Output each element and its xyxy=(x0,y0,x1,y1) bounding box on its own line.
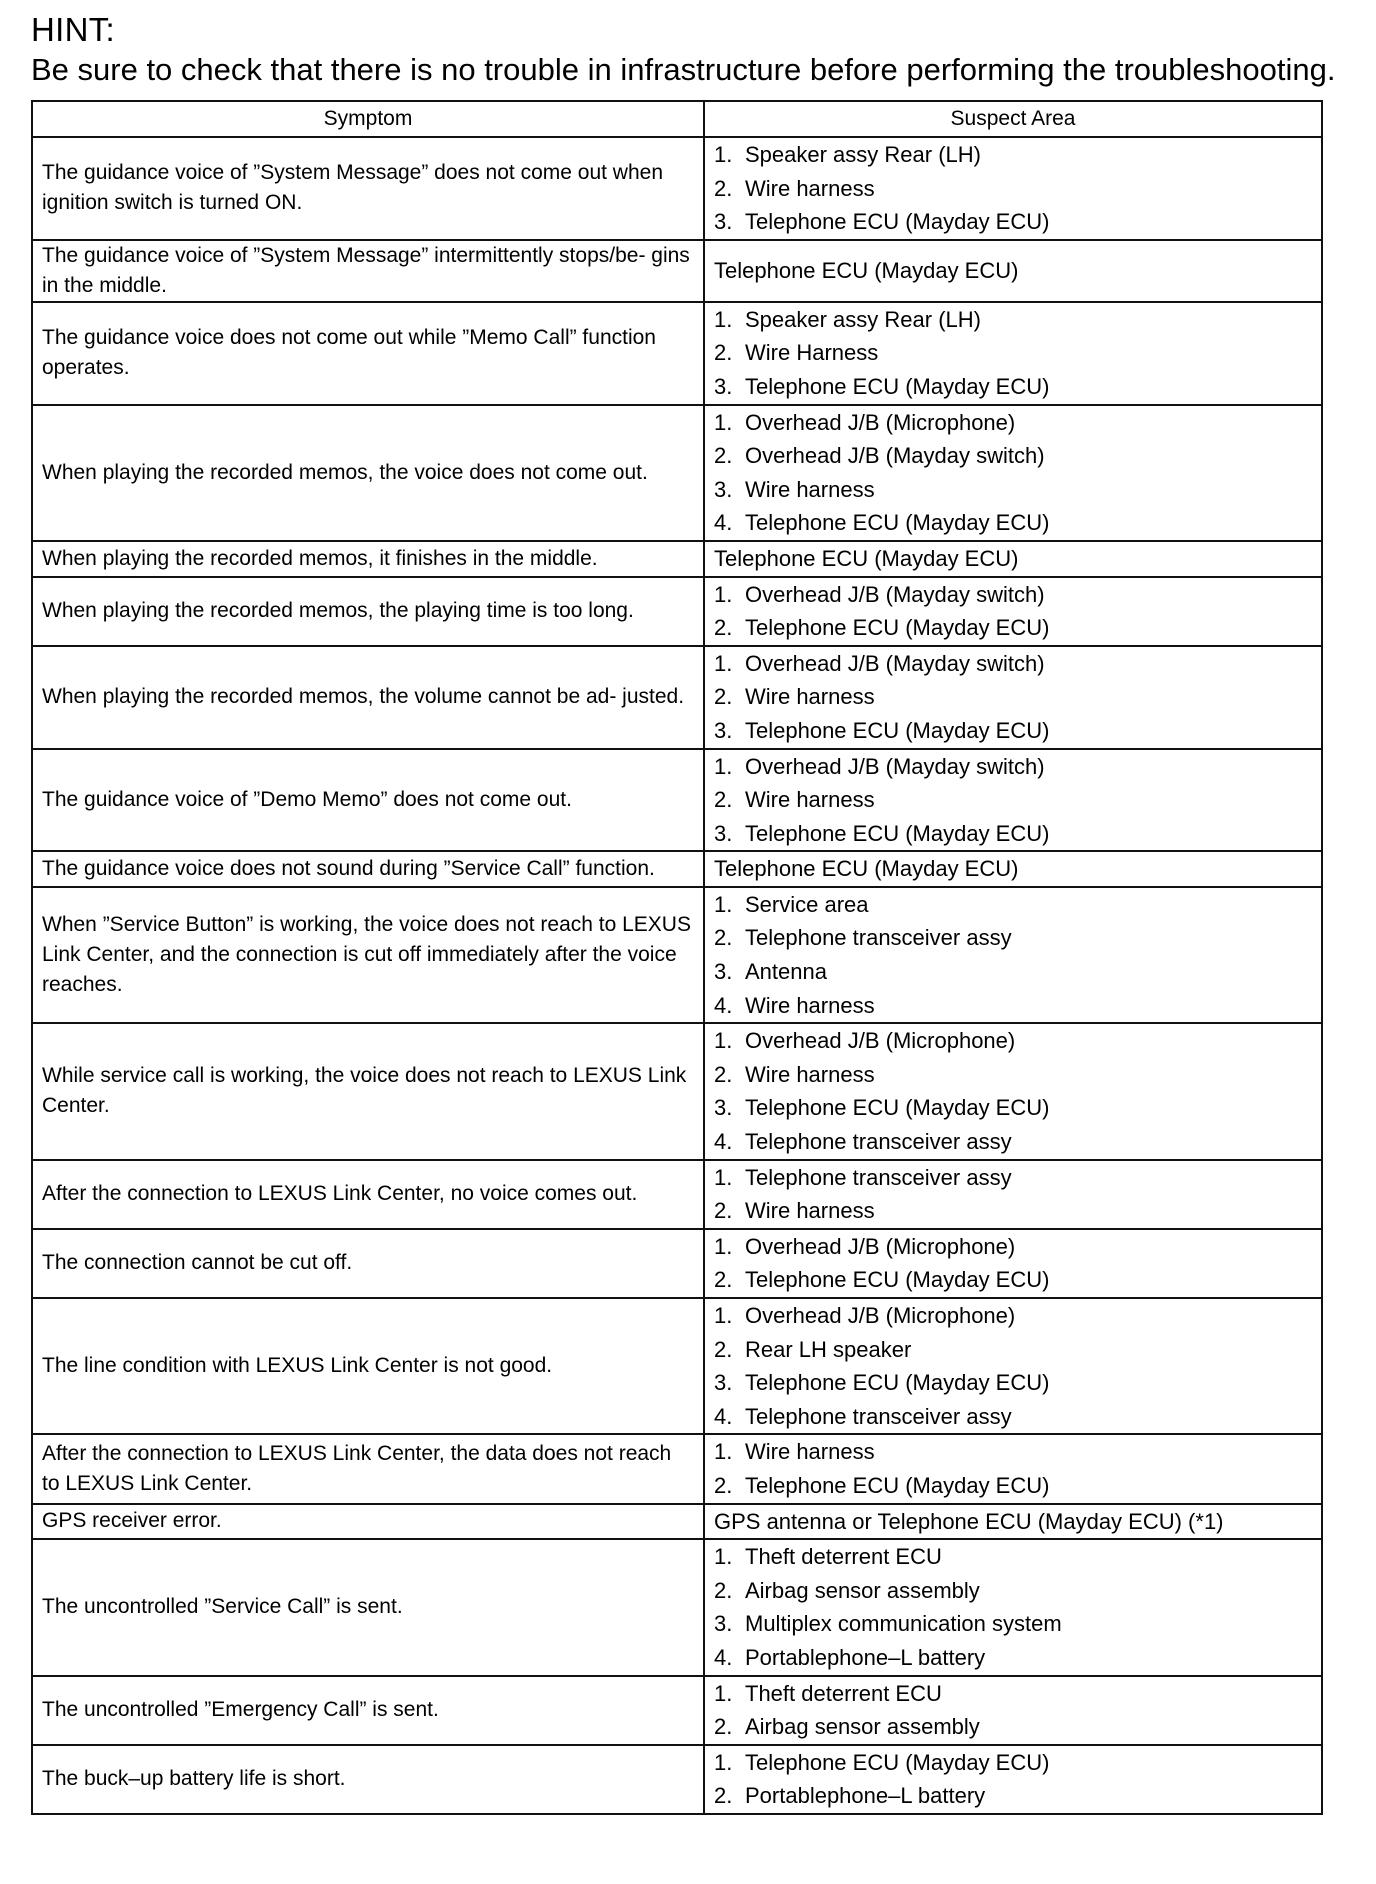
suspect-list-item xyxy=(714,1779,1315,1813)
suspect-list-item xyxy=(714,439,1315,473)
suspect-list-item xyxy=(714,817,1315,851)
suspect-list xyxy=(714,578,1315,645)
suspect-list xyxy=(714,1024,1315,1158)
list-item-number: 4. xyxy=(714,992,733,1018)
suspect-area-cell xyxy=(704,1229,1322,1298)
list-item-number: 1. xyxy=(714,306,733,332)
table-row xyxy=(32,302,1322,405)
list-item-number: 2. xyxy=(714,1336,733,1362)
suspect-item-text: Overhead J/B (Mayday switch) xyxy=(745,753,1045,779)
suspect-list-item xyxy=(714,1746,1315,1780)
suspect-list-item xyxy=(714,1263,1315,1297)
suspect-list-item xyxy=(714,1058,1315,1092)
symptom-cell: The uncontrolled ”Emergency Call” is sent. xyxy=(32,1676,704,1745)
list-item-number: 2. xyxy=(714,1714,733,1740)
suspect-list-item xyxy=(714,1710,1315,1744)
suspect-item-text: Service area xyxy=(745,891,869,917)
suspect-list-item xyxy=(714,138,1315,172)
suspect-list-item xyxy=(714,714,1315,748)
suspect-item-text: Telephone transceiver assy xyxy=(745,925,1012,951)
suspect-list-item xyxy=(714,611,1315,645)
suspect-item-text: Wire harness xyxy=(745,1439,875,1465)
suspect-item-text: Telephone ECU (Mayday ECU) xyxy=(745,1749,1050,1775)
suspect-item-text: Overhead J/B (Mayday switch) xyxy=(745,443,1045,469)
suspect-area-cell xyxy=(704,1298,1322,1434)
suspect-item-text: Telephone ECU (Mayday ECU) xyxy=(745,615,1050,641)
symptom-cell: When playing the recorded memos, the volume cannot be ad- justed. xyxy=(32,646,704,749)
suspect-list-item xyxy=(714,1540,1315,1574)
suspect-list xyxy=(714,1540,1315,1674)
table-row xyxy=(32,240,1322,302)
suspect-list xyxy=(714,1299,1315,1433)
list-item-number: 2. xyxy=(714,1198,733,1224)
suspect-item-text: Portablephone–L battery xyxy=(745,1644,986,1670)
suspect-item-text: Telephone transceiver assy xyxy=(745,1129,1012,1155)
list-item-number: 3. xyxy=(714,476,733,502)
suspect-item-text: Telephone transceiver assy xyxy=(745,1164,1012,1190)
list-item-number: 2. xyxy=(714,684,733,710)
symptom-cell: When ”Service Button” is working, the voice does not reach to LEXUS Link Center, and the connection is cut off immediately after the voice reaches. xyxy=(32,887,704,1023)
symptom-cell: The guidance voice of ”System Message” does not come out when ignition switch is turned ON. xyxy=(32,137,704,240)
suspect-list-item xyxy=(714,578,1315,612)
suspect-item-text: Overhead J/B (Mayday switch) xyxy=(745,650,1045,676)
table-row xyxy=(32,137,1322,240)
list-item-number: 1. xyxy=(714,650,733,676)
symptom-cell: The guidance voice does not come out while ”Memo Call” function operates. xyxy=(32,302,704,405)
list-item-number: 1. xyxy=(714,753,733,779)
table-row xyxy=(32,1676,1322,1745)
suspect-item-text: Telephone ECU (Mayday ECU) xyxy=(745,717,1050,743)
symptom-cell: The line condition with LEXUS Link Center is not good. xyxy=(32,1298,704,1434)
list-item-number: 3. xyxy=(714,209,733,235)
suspect-list xyxy=(714,647,1315,748)
symptom-cell: The guidance voice of ”Demo Memo” does not come out. xyxy=(32,749,704,852)
list-item-number: 1. xyxy=(714,1439,733,1465)
symptom-cell: The guidance voice does not sound during ”Service Call” function. xyxy=(32,851,704,887)
suspect-item-text: Telephone ECU (Mayday ECU) xyxy=(745,510,1050,536)
table-body xyxy=(32,137,1322,1814)
table-row xyxy=(32,887,1322,1023)
suspect-item-text: Telephone ECU (Mayday ECU) xyxy=(745,1472,1050,1498)
list-item-number: 1. xyxy=(714,1303,733,1328)
suspect-area-cell xyxy=(704,1504,1322,1540)
table-row xyxy=(32,1504,1322,1540)
suspect-area-cell xyxy=(704,851,1322,887)
suspect-item-text: Speaker assy Rear (LH) xyxy=(745,306,981,332)
suspect-list-item xyxy=(714,1230,1315,1264)
list-item-number: 1. xyxy=(714,1028,733,1054)
table-row xyxy=(32,1434,1322,1503)
suspect-list-item xyxy=(714,783,1315,817)
suspect-area-cell xyxy=(704,1023,1322,1159)
table-row xyxy=(32,405,1322,541)
list-item-number: 2. xyxy=(714,925,733,951)
suspect-list-item xyxy=(714,1091,1315,1125)
suspect-item-text: Overhead J/B (Microphone) xyxy=(745,1233,1016,1259)
hint-text: Be sure to check that there is no trouble in infrastructure before performing the troubleshooting. xyxy=(31,52,1336,87)
suspect-list-item xyxy=(714,1194,1315,1228)
symptom-cell: When playing the recorded memos, the voice does not come out. xyxy=(32,405,704,541)
suspect-item-text: GPS antenna or Telephone ECU (Mayday ECU) (*1) xyxy=(714,1508,1224,1534)
symptom-cell: When playing the recorded memos, the playing time is too long. xyxy=(32,577,704,646)
table-row xyxy=(32,1023,1322,1159)
suspect-item-text: Wire harness xyxy=(745,175,875,201)
suspect-list-item xyxy=(714,680,1315,714)
suspect-list xyxy=(714,1677,1315,1744)
suspect-area-cell xyxy=(704,1160,1322,1229)
suspect-list-item xyxy=(714,370,1315,404)
suspect-list xyxy=(714,1230,1315,1297)
list-item-number: 2. xyxy=(714,787,733,813)
suspect-item-text: Wire Harness xyxy=(745,340,879,366)
list-item-number: 3. xyxy=(714,820,733,846)
table-row xyxy=(32,1160,1322,1229)
list-item-number: 1. xyxy=(714,142,733,167)
suspect-list-item xyxy=(714,1024,1315,1058)
symptom-cell: After the connection to LEXUS Link Center, no voice comes out. xyxy=(32,1160,704,1229)
list-item-number: 3. xyxy=(714,959,733,985)
suspect-list-item xyxy=(714,750,1315,784)
suspect-item-text: Theft deterrent ECU xyxy=(745,1680,942,1706)
table-row xyxy=(32,1745,1322,1814)
table-row xyxy=(32,577,1322,646)
table-row xyxy=(32,749,1322,852)
suspect-list xyxy=(714,303,1315,404)
suspect-area-cell xyxy=(704,1745,1322,1814)
list-item-number: 3. xyxy=(714,373,733,399)
suspect-list-item xyxy=(714,1161,1315,1195)
suspect-list-item xyxy=(714,1469,1315,1503)
symptom-cell: After the connection to LEXUS Link Center, the data does not reach to LEXUS Link Center. xyxy=(32,1434,704,1503)
suspect-list-item xyxy=(714,506,1315,540)
list-item-number: 4. xyxy=(714,1403,733,1429)
suspect-item-text: Airbag sensor assembly xyxy=(745,1577,980,1603)
suspect-list-item xyxy=(714,1677,1315,1711)
suspect-area-cell xyxy=(704,1539,1322,1675)
suspect-item-text: Speaker assy Rear (LH) xyxy=(745,142,981,167)
suspect-item-text: Overhead J/B (Microphone) xyxy=(745,1028,1016,1054)
suspect-list xyxy=(714,1746,1315,1813)
suspect-area-cell xyxy=(704,405,1322,541)
suspect-list-item xyxy=(714,1400,1315,1434)
suspect-item-text: Airbag sensor assembly xyxy=(745,1714,980,1740)
list-item-number: 4. xyxy=(714,1129,733,1155)
suspect-list-item xyxy=(714,1299,1315,1333)
suspect-item-text: Wire harness xyxy=(745,684,875,710)
list-item-number: 2. xyxy=(714,615,733,641)
suspect-area-cell xyxy=(704,887,1322,1023)
list-item-number: 3. xyxy=(714,1095,733,1121)
list-item-number: 1. xyxy=(714,1680,733,1706)
column-header-symptom: Symptom xyxy=(32,101,704,137)
table-header-row xyxy=(32,101,1322,137)
symptom-cell: The buck–up battery life is short. xyxy=(32,1745,704,1814)
suspect-item-text: Telephone ECU (Mayday ECU) xyxy=(745,820,1050,846)
table-row xyxy=(32,851,1322,887)
suspect-list-item xyxy=(714,172,1315,206)
suspect-item-text: Overhead J/B (Mayday switch) xyxy=(745,581,1045,607)
suspect-area-cell xyxy=(704,541,1322,577)
list-item-number: 1. xyxy=(714,581,733,607)
troubleshooting-table xyxy=(31,100,1323,1815)
suspect-item-text: Telephone ECU (Mayday ECU) xyxy=(745,209,1050,235)
suspect-list-item xyxy=(714,1125,1315,1159)
list-item-number: 1. xyxy=(714,1164,733,1190)
list-item-number: 1. xyxy=(714,1544,733,1570)
suspect-list xyxy=(714,888,1315,1022)
suspect-list xyxy=(714,1161,1315,1228)
suspect-item-text: Multiplex communication system xyxy=(745,1611,1062,1637)
suspect-area-cell xyxy=(704,749,1322,852)
suspect-item-text: Telephone ECU (Mayday ECU) xyxy=(745,1267,1050,1293)
list-item-number: 1. xyxy=(714,409,733,435)
suspect-list-item xyxy=(714,406,1315,440)
suspect-list-item xyxy=(714,989,1315,1023)
table-row xyxy=(32,646,1322,749)
suspect-item-text: Wire harness xyxy=(745,476,875,502)
suspect-item-text: Overhead J/B (Microphone) xyxy=(745,409,1016,435)
table-row xyxy=(32,1229,1322,1298)
list-item-number: 2. xyxy=(714,1267,733,1293)
suspect-list-item xyxy=(714,473,1315,507)
suspect-item-text: Telephone transceiver assy xyxy=(745,1403,1012,1429)
list-item-number: 2. xyxy=(714,1061,733,1087)
suspect-item-text: Portablephone–L battery xyxy=(745,1783,986,1809)
suspect-item-text: Telephone ECU (Mayday ECU) xyxy=(714,545,1019,571)
list-item-number: 2. xyxy=(714,175,733,201)
suspect-list xyxy=(714,1435,1315,1502)
list-item-number: 4. xyxy=(714,1644,733,1670)
list-item-number: 1. xyxy=(714,891,733,917)
suspect-item-text: Antenna xyxy=(745,959,827,985)
suspect-area-cell xyxy=(704,646,1322,749)
suspect-area-cell xyxy=(704,240,1322,302)
suspect-item-text: Wire harness xyxy=(745,992,875,1018)
table-row xyxy=(32,1298,1322,1434)
symptom-cell: The connection cannot be cut off. xyxy=(32,1229,704,1298)
suspect-list-item xyxy=(714,955,1315,989)
suspect-list-item xyxy=(714,1333,1315,1367)
suspect-list-item xyxy=(714,888,1315,922)
suspect-list-item xyxy=(714,647,1315,681)
suspect-list xyxy=(714,406,1315,540)
suspect-list-item xyxy=(714,1607,1315,1641)
list-item-number: 2. xyxy=(714,1783,733,1809)
list-item-number: 2. xyxy=(714,1577,733,1603)
suspect-item-text: Telephone ECU (Mayday ECU) xyxy=(745,1370,1050,1396)
column-header-suspect-area: Suspect Area xyxy=(704,101,1322,137)
list-item-number: 1. xyxy=(714,1749,733,1775)
suspect-list-item xyxy=(714,1435,1315,1469)
suspect-item-text: Wire harness xyxy=(745,1061,875,1087)
suspect-item-text: Theft deterrent ECU xyxy=(745,1544,942,1570)
symptom-cell: GPS receiver error. xyxy=(32,1504,704,1540)
suspect-area-cell xyxy=(704,577,1322,646)
suspect-list xyxy=(714,750,1315,851)
suspect-list-item xyxy=(714,921,1315,955)
suspect-item-text: Wire harness xyxy=(745,787,875,813)
hint-title: HINT: xyxy=(31,11,115,48)
suspect-area-cell xyxy=(704,1434,1322,1503)
list-item-number: 3. xyxy=(714,1370,733,1396)
suspect-item-text: Telephone ECU (Mayday ECU) xyxy=(714,856,1019,882)
suspect-item-text: Wire harness xyxy=(745,1198,875,1224)
suspect-item-text: Overhead J/B (Microphone) xyxy=(745,1303,1016,1328)
list-item-number: 4. xyxy=(714,510,733,536)
suspect-item-text: Telephone ECU (Mayday ECU) xyxy=(745,373,1050,399)
suspect-area-cell xyxy=(704,1676,1322,1745)
suspect-list-item xyxy=(714,1366,1315,1400)
symptom-cell: The guidance voice of ”System Message” intermittently stops/be- gins in the middle. xyxy=(32,240,704,302)
suspect-list-item xyxy=(714,336,1315,370)
suspect-item-text: Telephone ECU (Mayday ECU) xyxy=(745,1095,1050,1121)
list-item-number: 2. xyxy=(714,340,733,366)
suspect-area-cell xyxy=(704,137,1322,240)
suspect-list-item xyxy=(714,303,1315,337)
list-item-number: 3. xyxy=(714,717,733,743)
suspect-list-item xyxy=(714,1574,1315,1608)
suspect-list xyxy=(714,138,1315,239)
symptom-cell: The uncontrolled ”Service Call” is sent. xyxy=(32,1539,704,1675)
suspect-area-cell xyxy=(704,302,1322,405)
list-item-number: 3. xyxy=(714,1611,733,1637)
table-row xyxy=(32,541,1322,577)
table-row xyxy=(32,1539,1322,1675)
list-item-number: 2. xyxy=(714,443,733,469)
list-item-number: 2. xyxy=(714,1472,733,1498)
suspect-list-item xyxy=(714,205,1315,239)
suspect-item-text: Telephone ECU (Mayday ECU) xyxy=(714,257,1019,283)
symptom-cell: While service call is working, the voice does not reach to LEXUS Link Center. xyxy=(32,1023,704,1159)
list-item-number: 1. xyxy=(714,1233,733,1259)
suspect-item-text: Rear LH speaker xyxy=(745,1336,912,1362)
symptom-cell: When playing the recorded memos, it finishes in the middle. xyxy=(32,541,704,577)
suspect-list-item xyxy=(714,1641,1315,1675)
